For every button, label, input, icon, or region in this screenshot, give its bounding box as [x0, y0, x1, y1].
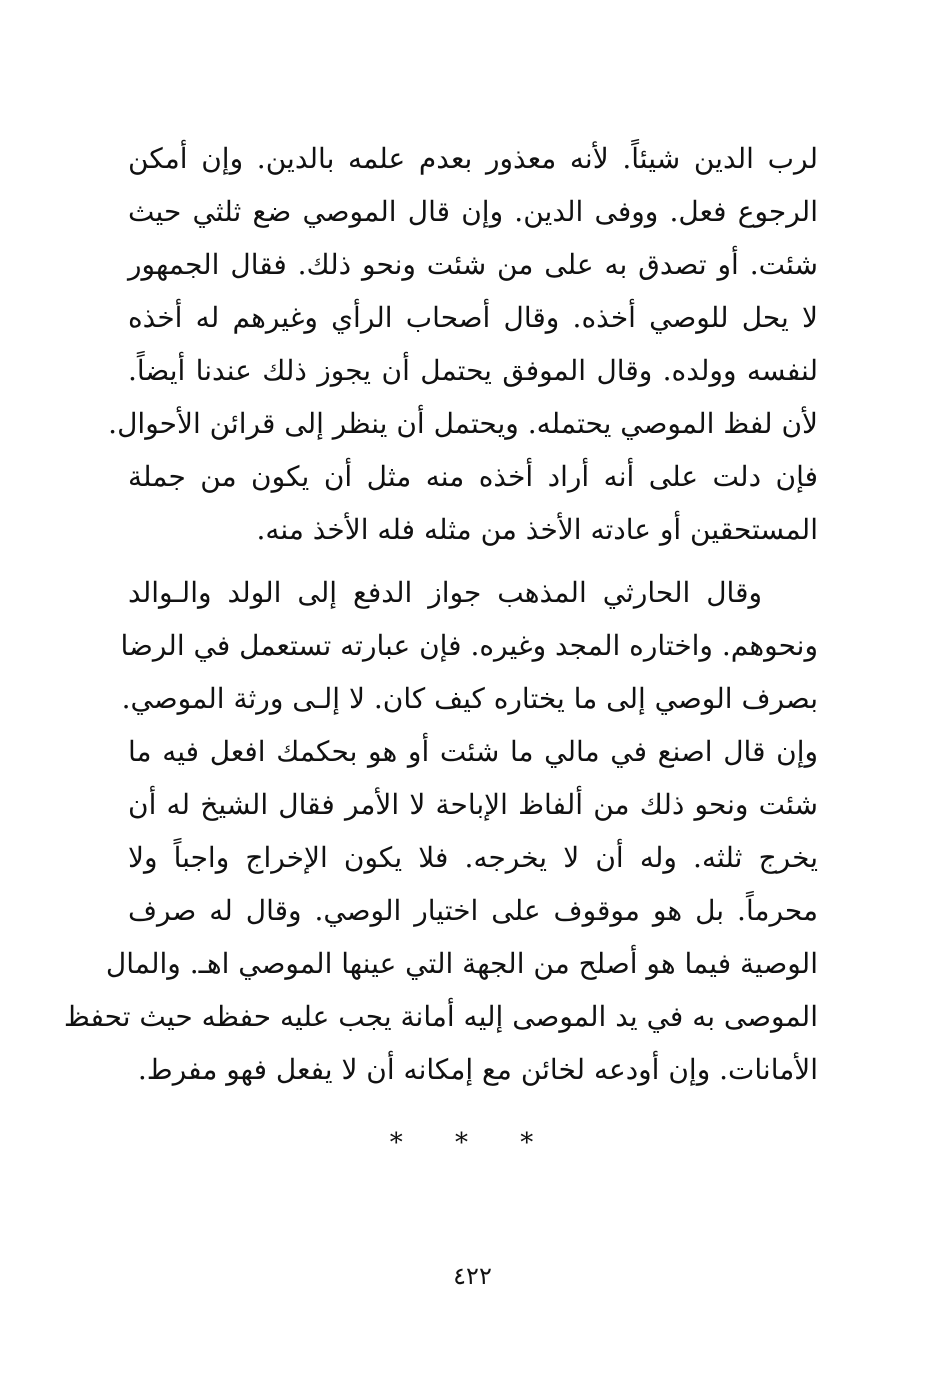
text-line: فإن دلت على أنه أراد أخذه منه مثل أن يكون من جملة	[128, 460, 818, 493]
text-line: لرب الدين شيئاً. لأنه معذور بعدم علمه بالدين. وإن أمكن	[128, 142, 818, 175]
text-line: لنفسه وولده. وقال الموفق يحتمل أن يجوز ذلك عندنا أيضاً.	[128, 354, 818, 387]
text-line: المستحقين أو عادته الأخذ من مثله فله الأخذ منه.	[256, 513, 818, 546]
text-line: الوصية فيما هو أصلح من الجهة التي عينها الموصي اهـ. والمال	[105, 947, 818, 980]
text-line: محرماً. بل هو موقوف على اختيار الوصي. وقال له صرف	[128, 894, 818, 927]
text-line: وإن قال اصنع في مالي ما شئت أو هو بحكمك افعل فيه ما	[128, 735, 818, 768]
text-line: شئت ونحو ذلك من ألفاظ الإباحة لا الأمر فقال الشيخ له أن	[128, 788, 818, 821]
page-number: ٤٢٢	[453, 1262, 492, 1290]
text-line: لا يحل للوصي أخذه. وقال أصحاب الرأي وغيرهم له أخذه	[128, 301, 818, 334]
text-line: شئت. أو تصدق به على من شئت ونحو ذلك. فقال الجمهور	[128, 248, 818, 281]
text-line: الأمانات. وإن أودعه لخائن مع إمكانه أن لا يفعل فهو مفرط.	[137, 1053, 818, 1086]
text-line: الموصى به في يد الموصى إليه أمانة يجب عليه حفظه حيث تحفظ	[63, 1000, 818, 1033]
text-line: الرجوع فعل. ووفى الدين. وإن قال الموصي ضع ثلثي حيث	[128, 195, 818, 228]
section-separator: * * *	[389, 1128, 556, 1158]
text-line: بصرف الوصي إلى ما يختاره كيف كان. لا إلـى ورثة الموصي.	[121, 682, 818, 715]
paragraph-1	[108, 132, 818, 556]
paragraph-2	[63, 566, 818, 1096]
text-line: ونحوهم. واختاره المجد وغيره. فإن عبارته تستعمل في الرضا	[120, 629, 818, 662]
text-line: وقال الحارثي المذهب جواز الدفع إلى الولد والـوالد	[128, 576, 762, 609]
text-line: يخرج ثلثه. وله أن لا يخرجه. فلا يكون الإخراج واجباً ولا	[128, 841, 818, 874]
text-line: لأن لفظ الموصي يحتمله. ويحتمل أن ينظر إلى قرائن الأحوال.	[108, 407, 818, 440]
